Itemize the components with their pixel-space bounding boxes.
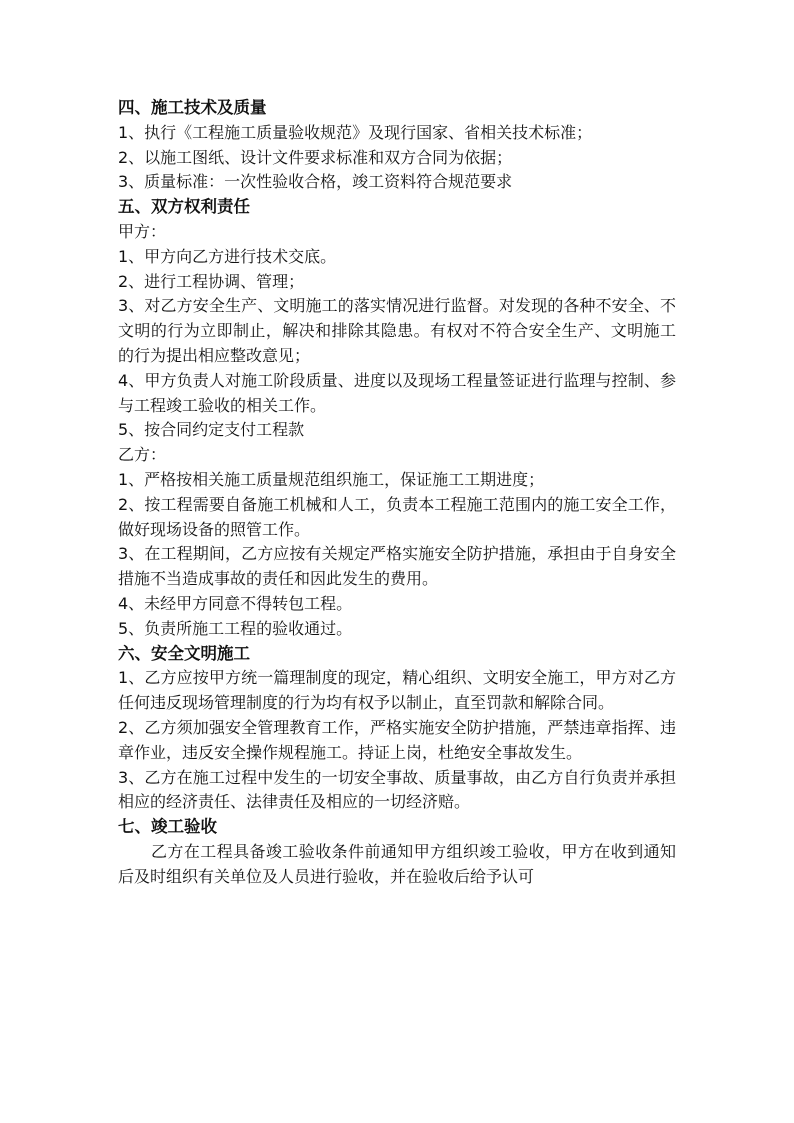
party-b-item-5: 5、负责所施工工程的验收通过。 [118, 618, 353, 638]
section-4-item-1: 1、执行《工程施工质量验收规范》及现行国家、省相关技术标准； [118, 122, 593, 142]
section-7-heading: 七、竣工验收 [118, 817, 217, 837]
section-7-body: 乙方在工程具备竣工验收条件前通知甲方组织竣工验收，甲方在收到通知后及时组织有关单位及人员进行验收，并在验收后给予认可 [118, 841, 676, 886]
party-a-item-4: 4、甲方负责人对施工阶段质量、进度以及现场工程量签证进行监理与控制、参与工程竣工验收的相关工作。 [118, 370, 676, 415]
section-4-heading: 四、施工技术及质量 [118, 98, 267, 117]
section-4-item-2: 2、以施工图纸、设计文件要求标准和双方合同为依据； [118, 147, 513, 167]
party-b-item-4: 4、未经甲方同意不得转包工程。 [118, 593, 353, 613]
section-6-item-3: 3、乙方在施工过程中发生的一切安全事故、质量事故，由乙方自行负责并承担相应的经济责任、法律责任及相应的一切经济赔。 [118, 767, 676, 812]
section-6-heading: 六、安全文明施工 [118, 643, 250, 663]
contract-body [118, 96, 676, 890]
party-b-label: 乙方： [118, 445, 167, 465]
section-5-heading: 五、双方权利责任 [118, 197, 250, 217]
party-a-item-2: 2、进行工程协调、管理； [118, 271, 305, 291]
party-b-item-2: 2、按工程需要自备施工机械和人工，负责本工程施工范围内的施工安全工作，做好现场设备的照管工作。 [118, 494, 676, 539]
party-a-item-5: 5、按合同约定支付工程款 [118, 420, 305, 440]
party-b-item-3: 3、在工程期间，乙方应按有关规定严格实施安全防护措施，承担由于自身安全措施不当造成事故的责任和因此发生的费用。 [118, 544, 676, 589]
section-6-item-2: 2、乙方须加强安全管理教育工作，严格实施安全防护措施，严禁违章指挥、违章作业，违反安全操作规程施工。持证上岗，杜绝安全事故发生。 [118, 717, 676, 762]
party-b-item-1: 1、严格按相关施工质量规范组织施工，保证施工工期进度； [118, 469, 545, 489]
section-6-item-1: 1、乙方应按甲方统一篇理制度的现定，精心组织、文明安全施工，甲方对乙方任何违反现场管理制度的行为均有权予以制止，直至罚款和解除合同。 [118, 668, 676, 713]
section-4-item-3: 3、质量标准：一次性验收合格，竣工资料符合规范要求 [118, 172, 513, 192]
party-a-item-3: 3、对乙方安全生产、文明施工的落实情况进行监督。对发现的各种不安全、不文明的行为立即制止，解决和排除其隐患。有权对不符合安全生产、文明施工的行为提出相应整改意见； [118, 296, 676, 365]
party-a-label: 甲方： [118, 221, 167, 241]
party-a-item-1: 1、甲方向乙方进行技术交底。 [118, 246, 337, 266]
